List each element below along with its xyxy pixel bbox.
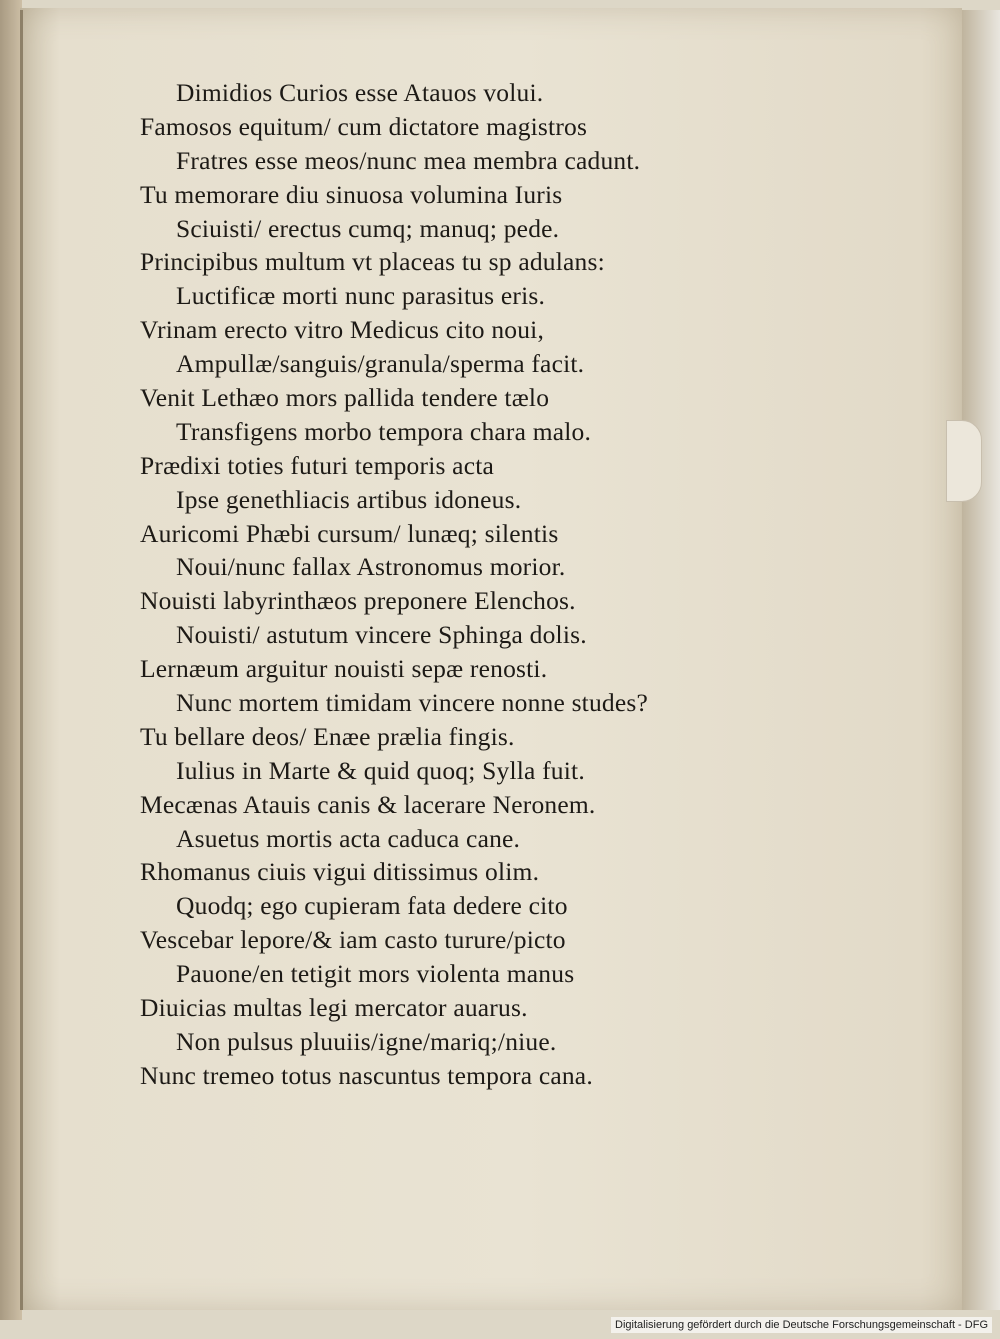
poem-line: Nouisti/ astutum vincere Sphinga dolis.	[176, 620, 587, 650]
poem-line: Diuicias multas legi mercator auarus.	[140, 993, 528, 1023]
poem-line: Rhomanus ciuis vigui ditissimus olim.	[140, 857, 540, 887]
poem-line: Vescebar lepore/& iam casto turure/picto	[140, 925, 566, 955]
poem-line: Luctificæ morti nunc parasitus eris.	[176, 281, 546, 311]
poem-line: Transfigens morbo tempora chara malo.	[176, 416, 592, 446]
page-tab	[946, 420, 982, 502]
poem-line: Pauone/en tetigit mors violenta manus	[176, 959, 575, 989]
poem-line: Vrinam erecto vitro Medicus cito noui,	[140, 315, 545, 345]
poem-line: Principibus multum vt placeas tu sp adulans:	[140, 247, 605, 277]
poem-line: Ipse genethliacis artibus idoneus.	[176, 484, 522, 514]
poem-line: Nunc tremeo totus nascuntus tempora cana.	[140, 1060, 593, 1090]
poem-line: Tu memorare diu sinuosa volumina Iuris	[140, 179, 563, 209]
poem-line: Non pulsus pluuiis/igne/mariq;/niue.	[176, 1026, 557, 1056]
poem-line: Noui/nunc fallax Astronomus morior.	[176, 552, 566, 582]
footer-credit: Digitalisierung gefördert durch die Deutsche Forschungsgemeinschaft - DFG	[611, 1317, 992, 1333]
poem-line: Fratres esse meos/nunc mea membra cadunt.	[176, 145, 641, 175]
poem-line: Quodq; ego cupieram fata dedere cito	[176, 891, 568, 921]
poem-line: Sciuisti/ erectus cumq; manuq; pede.	[176, 213, 560, 243]
poem-line: Dimidios Curios esse Atauos volui.	[176, 78, 544, 107]
poem-line: Venit Lethæo mors pallida tendere tælo	[140, 383, 550, 413]
poem-line: Auricomi Phæbi cursum/ lunæq; silentis	[140, 518, 559, 548]
poem-line: Iulius in Marte & quid quoq; Sylla fuit.	[176, 755, 585, 785]
poem-line: Nunc mortem timidam vincere nonne studes?	[176, 688, 649, 718]
poem-line: Ampullæ/sanguis/granula/sperma facit.	[176, 349, 585, 379]
poem-line: Nouisti labyrinthæos preponere Elenchos.	[140, 586, 576, 616]
facing-page-edge	[962, 10, 1000, 1310]
gutter-line	[20, 10, 23, 1310]
poem-line: Mecænas Atauis canis & lacerare Neronem.	[140, 789, 596, 819]
poem-text	[140, 76, 780, 1093]
poem-line: Famosos equitum/ cum dictatore magistros	[140, 111, 588, 141]
poem-line: Lernæum arguitur nouisti sepæ renosti.	[140, 654, 548, 684]
binding-edge	[0, 0, 22, 1320]
poem-line: Asuetus mortis acta caduca cane.	[176, 823, 521, 853]
poem-line: Prædixi toties futuri temporis acta	[140, 450, 495, 480]
poem-line: Tu bellare deos/ Enæe prælia fingis.	[140, 721, 515, 751]
